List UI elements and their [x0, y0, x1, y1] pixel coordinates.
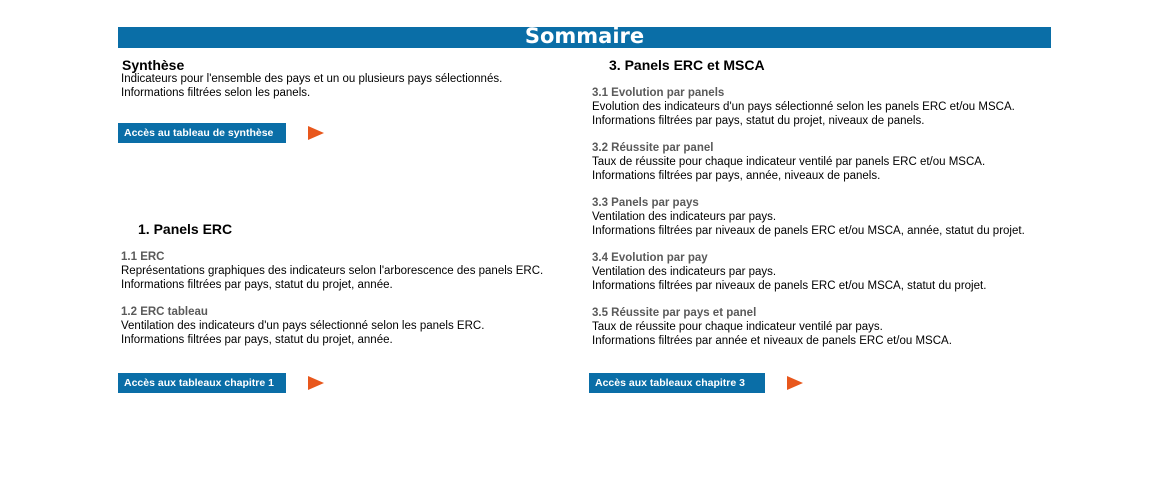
- section-1-1-desc-line-1: Représentations graphiques des indicateurs selon l'arborescence des panels ERC.: [121, 265, 544, 277]
- page-title: Sommaire: [524, 24, 645, 48]
- synthese-access-button[interactable]: Accès au tableau de synthèse: [118, 123, 286, 143]
- section-3-5-desc-line-2: Informations filtrées par année et niveaux de panels ERC et/ou MSCA.: [592, 335, 952, 347]
- section-number: 1.1: [121, 251, 137, 263]
- chapter1-access-button[interactable]: Accès aux tableaux chapitre 1: [118, 373, 286, 393]
- section-1-2-desc-line-2: Informations filtrées par pays, statut du projet, année.: [121, 334, 393, 346]
- section-3-3-title[interactable]: 3.3 Panels par pays: [592, 197, 699, 209]
- section-3-1-title[interactable]: 3.1 Evolution par panels: [592, 87, 725, 99]
- section-1-2-desc-line-1: Ventilation des indicateurs d'un pays sélectionné selon les panels ERC.: [121, 320, 485, 332]
- section-1-1-title[interactable]: [121, 251, 164, 264]
- section-1-1-desc-line-2: Informations filtrées par pays, statut du projet, année.: [121, 279, 393, 291]
- chapter3-access-button[interactable]: Accès aux tableaux chapitre 3: [589, 373, 765, 393]
- section-3-3-desc-line-1: Ventilation des indicateurs par pays.: [592, 211, 777, 223]
- section-name: ERC: [140, 251, 165, 263]
- section-3-1-desc-line-2: Informations filtrées par pays, statut du projet, niveaux de panels.: [592, 115, 925, 127]
- section-3-2-desc-line-1: Taux de réussite pour chaque indicateur ventilé par panels ERC et/ou MSCA.: [592, 156, 986, 168]
- arrow-right-icon[interactable]: [787, 376, 803, 390]
- synthese-desc-line-1: Indicateurs pour l'ensemble des pays et un ou plusieurs pays sélectionnés.: [121, 73, 503, 85]
- section-3-2-desc-line-2: Informations filtrées par pays, année, niveaux de panels.: [592, 170, 881, 182]
- chapter1-title: 1. Panels ERC: [138, 221, 233, 237]
- section-number: 1.2: [121, 306, 137, 318]
- synthese-title: Synthèse: [122, 57, 185, 73]
- section-name: ERC tableau: [140, 306, 208, 318]
- section-3-2-title[interactable]: 3.2 Réussite par panel: [592, 142, 714, 154]
- section-1-2-title[interactable]: [121, 306, 208, 319]
- section-3-4-title[interactable]: 3.4 Evolution par pay: [592, 252, 708, 264]
- synthese-desc-line-2: Informations filtrées selon les panels.: [121, 87, 311, 99]
- sommaire-banner: [118, 24, 1051, 48]
- arrow-right-icon[interactable]: [308, 126, 324, 140]
- section-3-1-desc-line-1: Evolution des indicateurs d'un pays sélectionné selon les panels ERC et/ou MSCA.: [592, 101, 1015, 113]
- section-3-4-desc-line-1: Ventilation des indicateurs par pays.: [592, 266, 777, 278]
- section-3-4-desc-line-2: Informations filtrées par niveaux de panels ERC et/ou MSCA, statut du projet.: [592, 280, 987, 292]
- section-3-3-desc-line-2: Informations filtrées par niveaux de panels ERC et/ou MSCA, année, statut du projet.: [592, 225, 1025, 237]
- section-3-5-desc-line-1: Taux de réussite pour chaque indicateur ventilé par pays.: [592, 321, 883, 333]
- arrow-right-icon[interactable]: [308, 376, 324, 390]
- chapter3-title: 3. Panels ERC et MSCA: [609, 57, 765, 73]
- section-3-5-title[interactable]: 3.5 Réussite par pays et panel: [592, 307, 757, 319]
